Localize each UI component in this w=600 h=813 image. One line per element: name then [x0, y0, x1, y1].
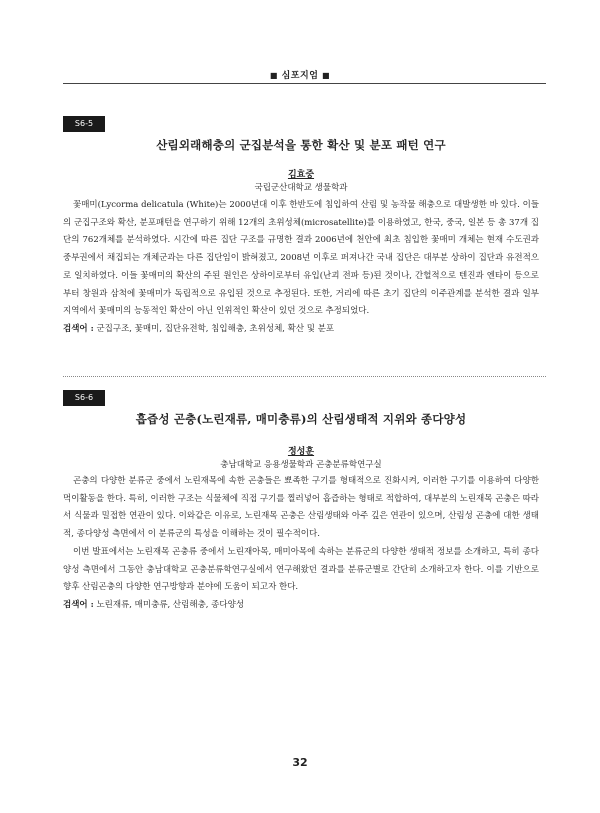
keywords-line — [63, 597, 539, 614]
keywords-text: 군집구조, 꽃매미, 집단유전학, 침입해충, 초위성체, 확산 및 분포 — [96, 323, 335, 334]
abstract-paragraph: 꽃매미(Lycorma delicatula (White)는 2000년대 이후 한반도에 침입하여 산림 및 농작물 해충으로 대발생한 바 있다. 이들의 군집구조와 확산, 분포패턴을 연구하기 위해 12개의 초위성체(microsatellite)를 이용하였고, 한국, 중국, 일본 등 총 37개 집단의 762개체를 분석하였다. 시간에 따른 집단 구조를 규명한 결과 2006년에 천안에 최초 침입한 꽃매미 개체는 현재 수도권과 중부권에서 채집되는 개체군과는 다른 집단임이 밝혀졌고, 2008년 이후로 퍼져나간 국내 집단은 대부분 상하이 집단과 유전적으로 일치하였다. 이들 꽃매미의 확산의 주된 원인은 상하이로부터 유입(난괴 전파 등)된 것이나, 간헐적으로 텐진과 엔타이 등으로부터 창원과 삼척에 꽃매미가 독립적으로 유입된 것으로 추정된다. 또한, 거리에 따른 초기 집단의 이주관계를 분석한 결과 일부 지역에서 꽃매미의 능동적인 확산이 아닌 인위적인 확산이 있던 것으로 추정되었다. — [63, 200, 539, 317]
abstract-code-badge: S6-6 — [63, 390, 105, 406]
keywords-label: 검색어 : — [63, 599, 94, 610]
author-name: 김효중 — [287, 170, 315, 180]
square-bullet-icon: ■ — [322, 71, 331, 80]
abstract-paragraph: 이번 발표에서는 노린재목 곤충류 중에서 노린재아목, 매미아목에 속하는 분류군의 다양한 생태적 정보를 소개하고, 특히 종다양성 측면에서 그동안 충남대학교 곤충분류학연구실에서 연구해왔던 결과를 분류군별로 간단히 소개하고자 한다. 이를 기반으로 향후 산림곤충의 다양한 연구방향과 분야에 도움이 되고자 한다. — [63, 546, 539, 593]
keywords-label: 검색어 : — [63, 323, 94, 334]
abstract-s6-6 — [63, 411, 539, 614]
keywords-line — [63, 321, 539, 338]
section-divider — [63, 376, 546, 377]
header-text: 심포지엄 — [281, 71, 319, 81]
header-rule — [63, 83, 546, 84]
author-affiliation: 충남대학교 응용생물학과 곤충분류학연구실 — [220, 460, 382, 470]
abstract-body — [63, 197, 539, 321]
square-bullet-icon: ■ — [269, 71, 278, 80]
author-name: 정성훈 — [287, 447, 315, 457]
page-number: 32 — [292, 756, 308, 769]
abstract-s6-5 — [63, 137, 539, 338]
abstract-code-badge: S6-5 — [63, 116, 105, 132]
author-affiliation: 국립군산대학교 생물학과 — [254, 183, 348, 193]
abstract-title: 산림외래해충의 군집분석을 통한 확산 및 분포 패턴 연구 — [156, 138, 446, 152]
running-header — [0, 68, 600, 81]
abstract-title: 흡즙성 곤충(노린재류, 매미충류)의 산림생태적 지위와 종다양성 — [135, 412, 467, 426]
keywords-text: 노린재류, 매미충류, 산림해충, 종다양성 — [96, 599, 245, 610]
abstract-paragraph: 곤충의 다양한 분류군 중에서 노린재목에 속한 곤충들은 뾰족한 구기를 형태적으로 진화시켜, 이러한 구기를 이용하여 다양한 먹이활동을 한다. 특히, 이러한 구조는 식물체에 직접 구기를 찔러넣어 흡즙하는 형태로 적합하여, 대부분의 노린재목 곤충은 따라서 식물과 밀접한 연관이 있다. 이와같은 이유로, 노린재목 곤충은 산림생태와 아주 깊은 연관이 있으며, 산림성 곤충에 대한 생태적, 종다양성 측면에서 이 분류군의 특성을 이해하는 것이 필수적이다. — [63, 476, 539, 540]
abstract-body — [63, 473, 539, 597]
